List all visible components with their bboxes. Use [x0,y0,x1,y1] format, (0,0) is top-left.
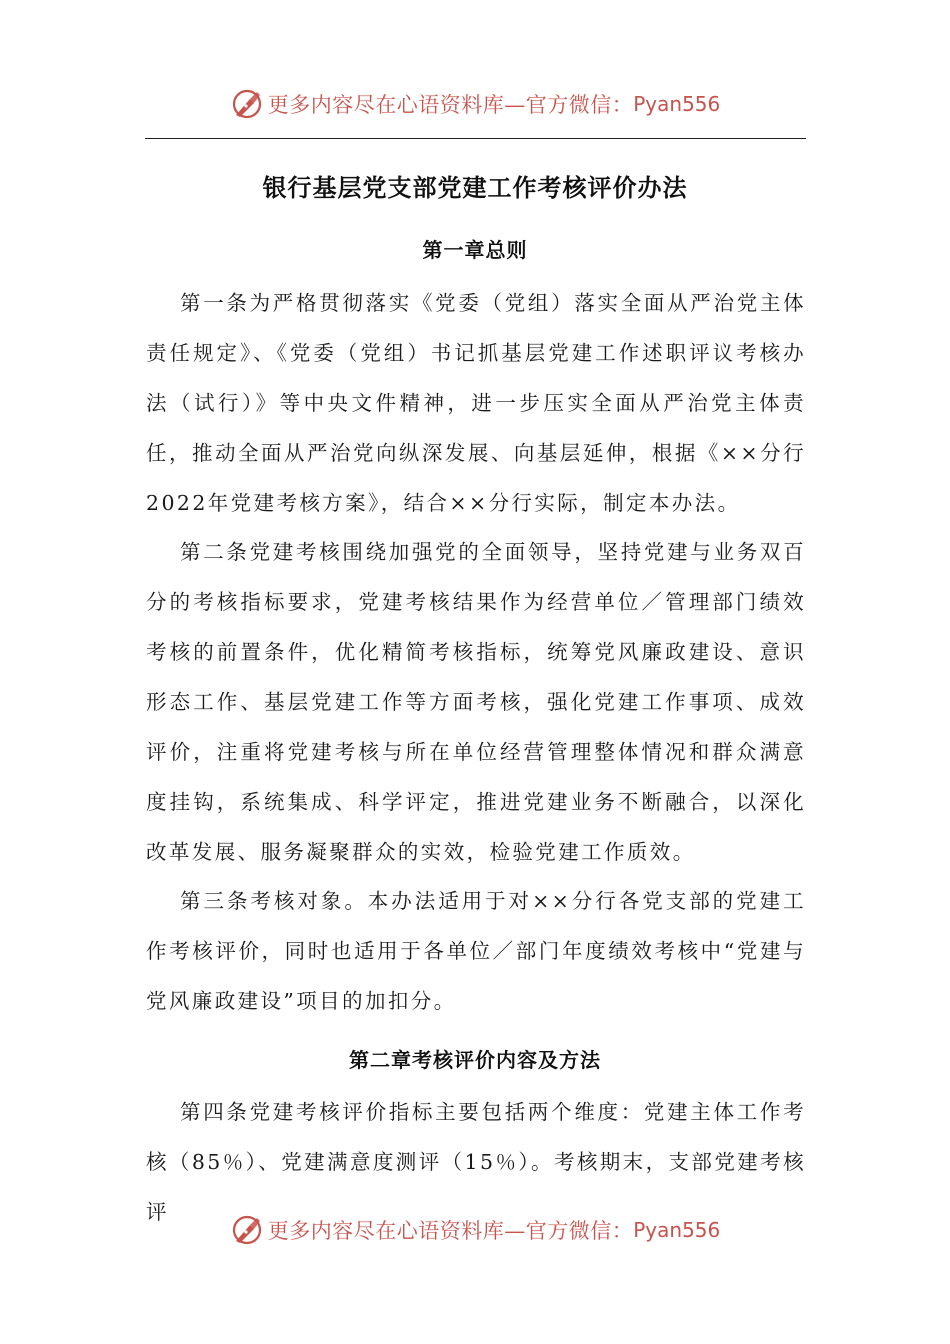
pen-nib-logo-icon [230,1213,264,1247]
banner-text: 更多内容尽在心语资料库—官方微信： [267,1219,634,1243]
article-3: 第三条考核对象。本办法适用于对××分行各党支部的党建工作考核评价，同时也适用于各单位／部门年度绩效考核中“党建与党风廉政建设”项目的加扣分。 [146,889,806,1013]
document-title: 银行基层党支部党建工作考核评价办法 [262,173,688,202]
pen-nib-logo-icon [230,87,264,121]
chapter-1-heading: 第一章总则 [422,238,528,262]
article-4: 第四条党建考核评价指标主要包括两个维度：党建主体工作考核（85％）、党建满意度测评（15％）。考核期末，支部党建考核评 [146,1100,806,1224]
wechat-id: Pyan556 [633,92,721,116]
banner-text: 更多内容尽在心语资料库—官方微信： [267,93,634,117]
article-2: 第二条党建考核围绕加强党的全面领导，坚持党建与业务双百分的考核指标要求，党建考核结果作为经营单位／管理部门绩效考核的前置条件，优化精简考核指标，统筹党风廉政建设、意识形态工作、基层党建工作等方面考核，强化党建工作事项、成效评价，注重将党建考核与所在单位经营管理整体情况和群众满意度挂钩，系统集成、科学评定，推进党建业务不断融合，以深化改革发展、服务凝聚群众的实效，检验党建工作质效。 [146,540,806,864]
chapter-2-heading: 第二章考核评价内容及方法 [349,1048,601,1072]
header-banner [0,84,950,124]
wechat-id: Pyan556 [633,1218,721,1242]
footer-banner [0,1210,950,1250]
article-1: 第一条为严格贯彻落实《党委（党组）落实全面从严治党主体责任规定》、《党委（党组）书记抓基层党建工作述职评议考核办法（试行）》等中央文件精神，进一步压实全面从严治党主体责任，推动全面从严治党向纵深发展、向基层延伸，根据《××分行2022年党建考核方案》，结合××分行实际，制定本办法。 [146,291,806,515]
header-divider [145,138,806,139]
